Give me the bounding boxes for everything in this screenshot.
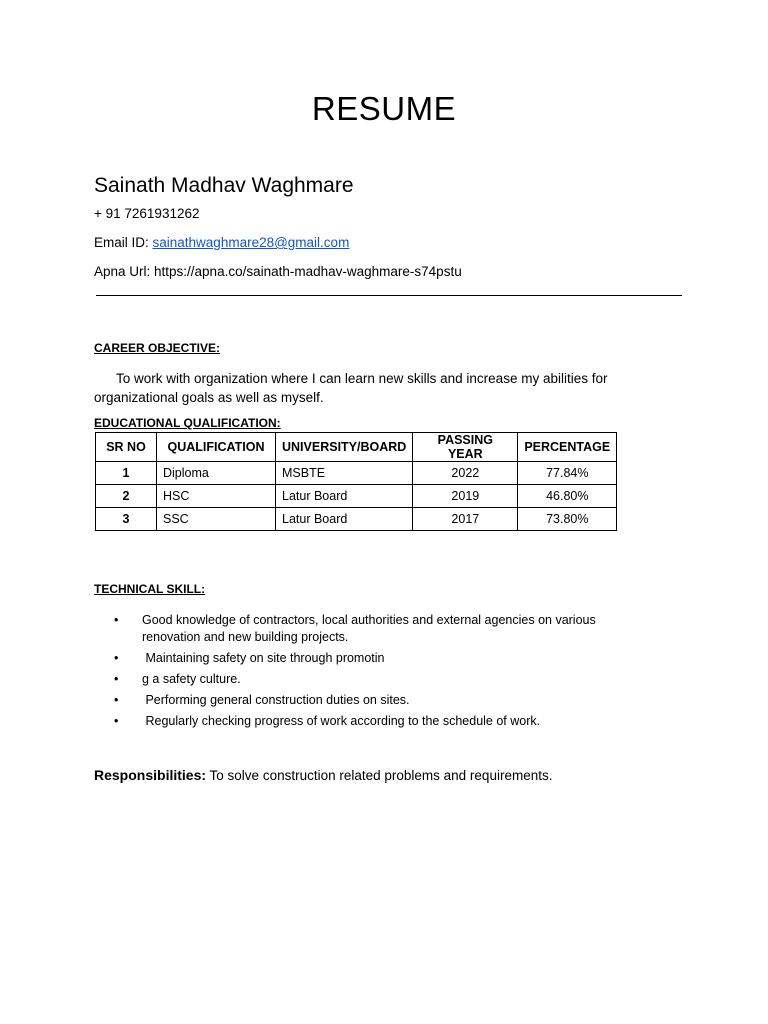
bullet-icon: • [114,613,119,627]
apna-url: Apna Url: https://apna.co/sainath-madhav-waghmare-s74pstu [94,264,462,279]
table-cell: HSC [157,485,276,508]
table-row [96,508,617,531]
resume-title: RESUME [311,90,457,127]
bullet-icon: • [114,651,119,665]
table-cell: 3 [96,508,157,531]
list-item [114,713,634,730]
email-link[interactable]: sainathwaghmare28@gmail.com [152,235,350,250]
technical-skill-list [114,612,634,734]
column-header: QUALIFICATION [157,433,276,462]
responsibilities-line [94,767,552,783]
bullet-icon: • [114,714,119,728]
table-cell: 2 [96,485,157,508]
table-cell: 1 [96,462,157,485]
responsibilities-text: To solve construction related problems and requirements. [206,768,553,783]
table-cell: 73.80% [518,508,617,531]
email-label: Email ID: [94,235,153,250]
table-cell: 46.80% [518,485,617,508]
list-item [114,692,634,709]
candidate-name: Sainath Madhav Waghmare [94,174,354,197]
bullet-icon: • [114,693,119,707]
table-cell: Diploma [157,462,276,485]
table-cell: 2019 [413,485,518,508]
career-objective-text: To work with organization where I can learn new skills and increase my abilities for organizational goals as well as myself. [94,371,608,405]
table-cell: 2017 [413,508,518,531]
column-header: UNIVERSITY/BOARD [276,433,413,462]
divider [96,295,682,296]
table-cell: 2022 [413,462,518,485]
career-objective-heading: CAREER OBJECTIVE: [94,341,221,355]
list-item-text: Maintaining safety on site through promotin [142,651,385,665]
column-header: PASSING YEAR [413,433,518,462]
list-item [114,671,634,688]
phone-number: + 91 7261931262 [94,206,200,221]
table-cell: SSC [157,508,276,531]
bullet-icon: • [114,672,119,686]
email-line [94,235,349,250]
list-item [114,650,634,667]
table-cell: Latur Board [276,508,413,531]
list-item [114,612,634,646]
column-header: PERCENTAGE [518,433,617,462]
column-header: SR NO [96,433,157,462]
education-heading: EDUCATIONAL QUALIFICATION: [94,416,281,430]
list-item-text: g a safety culture. [142,672,241,686]
table-row [96,485,617,508]
list-item-text: Performing general construction duties on sites. [142,693,410,707]
list-item-text: Good knowledge of contractors, local authorities and external agencies on various renovation and new building projects. [142,613,596,644]
table-cell: 77.84% [518,462,617,485]
table-cell: MSBTE [276,462,413,485]
technical-skill-heading: TECHNICAL SKILL: [94,582,206,596]
table-header-row [96,433,617,462]
table-row [96,462,617,485]
table-cell: Latur Board [276,485,413,508]
responsibilities-label: Responsibilities: [94,767,207,783]
education-table [95,432,617,531]
list-item-text: Regularly checking progress of work according to the schedule of work. [142,714,541,728]
